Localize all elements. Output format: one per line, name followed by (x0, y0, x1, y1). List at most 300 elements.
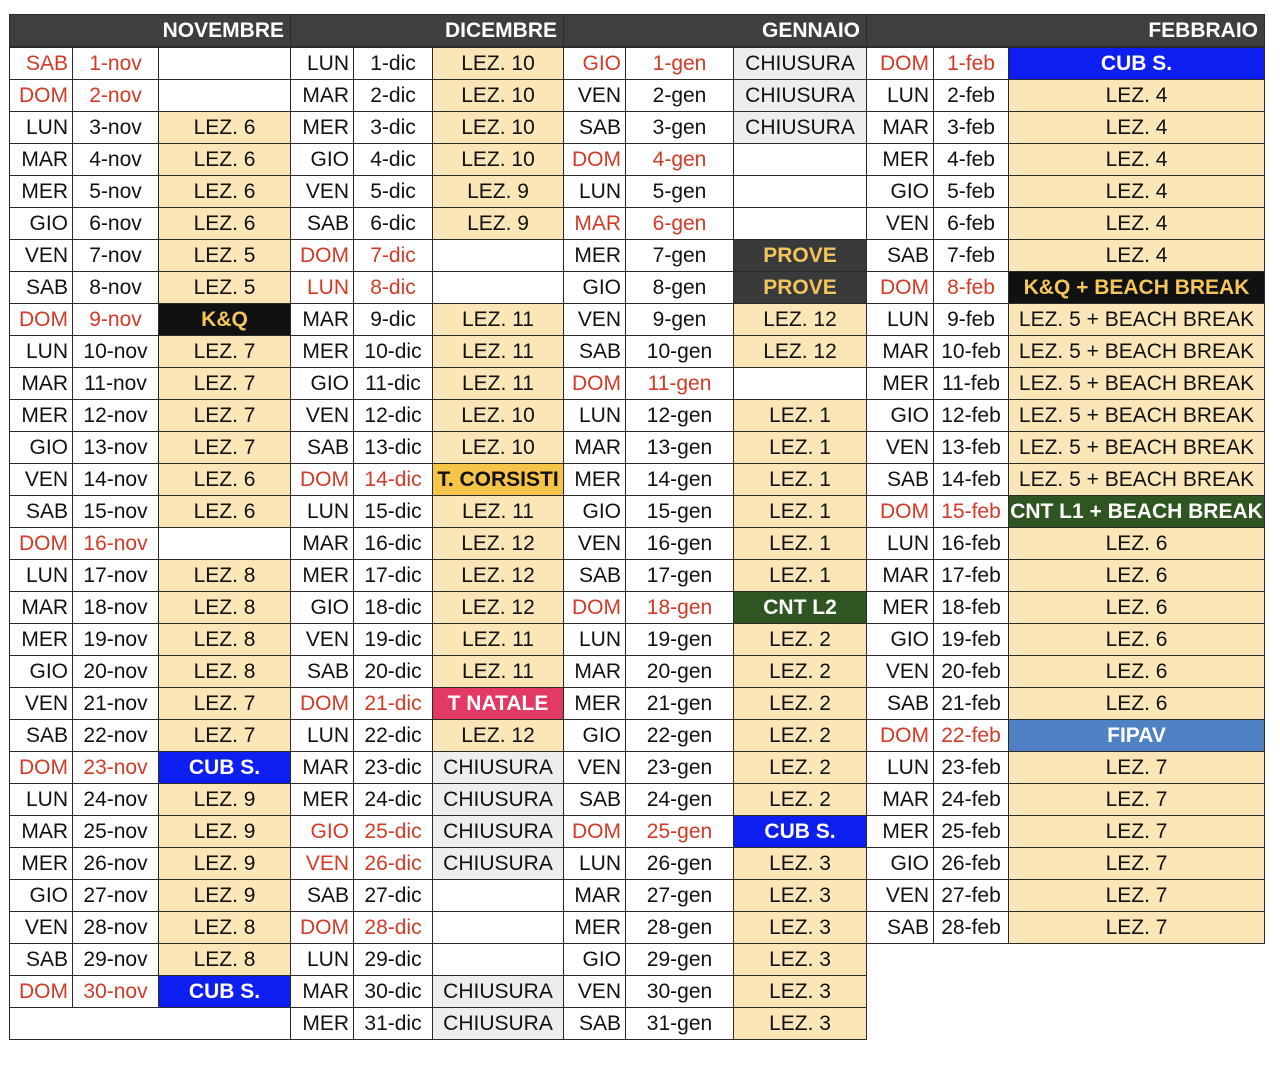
weekday-cell: DOM (867, 47, 934, 80)
weekday-cell: DOM (10, 80, 73, 112)
event-cell: LEZ. 2 (734, 656, 867, 688)
date-cell: 21-nov (73, 688, 159, 720)
event-cell: LEZ. 7 (159, 688, 291, 720)
date-cell: 14-nov (73, 464, 159, 496)
weekday-cell: GIO (564, 47, 626, 80)
event-cell: CHIUSURA (734, 47, 867, 80)
event-cell (433, 880, 564, 912)
weekday-cell: LUN (10, 112, 73, 144)
event-cell: LEZ. 6 (159, 144, 291, 176)
weekday-cell: VEN (564, 304, 626, 336)
date-cell: 27-nov (73, 880, 159, 912)
event-cell: LEZ. 1 (734, 432, 867, 464)
weekday-cell: LUN (291, 47, 354, 80)
date-cell: 23-feb (934, 752, 1009, 784)
event-cell: LEZ. 7 (1009, 880, 1265, 912)
event-cell: LEZ. 10 (433, 144, 564, 176)
event-cell: LEZ. 7 (159, 368, 291, 400)
weekday-cell: VEN (867, 656, 934, 688)
table-row (10, 784, 1265, 816)
event-cell: PROVE (734, 272, 867, 304)
event-cell: LEZ. 1 (734, 400, 867, 432)
weekday-cell: SAB (291, 656, 354, 688)
date-cell: 7-dic (354, 240, 433, 272)
weekday-cell: SAB (10, 944, 73, 976)
date-cell: 2-gen (626, 80, 734, 112)
table-row (10, 656, 1265, 688)
date-cell: 17-nov (73, 560, 159, 592)
event-cell: LEZ. 1 (734, 528, 867, 560)
date-cell: 13-nov (73, 432, 159, 464)
event-cell: LEZ. 2 (734, 720, 867, 752)
date-cell: 25-dic (354, 816, 433, 848)
weekday-cell: DOM (10, 304, 73, 336)
date-cell: 30-gen (626, 976, 734, 1008)
event-cell: CHIUSURA (433, 752, 564, 784)
table-row (10, 80, 1265, 112)
calendar-body (10, 47, 1265, 1040)
weekday-cell: VEN (291, 624, 354, 656)
weekday-cell: MER (564, 688, 626, 720)
weekday-cell: MAR (10, 368, 73, 400)
weekday-cell: GIO (564, 272, 626, 304)
weekday-cell: LUN (867, 80, 934, 112)
weekday-cell: MAR (291, 80, 354, 112)
weekday-cell: SAB (867, 464, 934, 496)
event-cell: LEZ. 12 (433, 528, 564, 560)
table-row (10, 528, 1265, 560)
event-cell: CNT L2 (734, 592, 867, 624)
event-cell: LEZ. 10 (433, 112, 564, 144)
date-cell: 1-gen (626, 47, 734, 80)
weekday-cell: MAR (867, 112, 934, 144)
date-cell: 1-nov (73, 47, 159, 80)
date-cell: 5-gen (626, 176, 734, 208)
weekday-cell: MER (291, 336, 354, 368)
event-cell: LEZ. 2 (734, 784, 867, 816)
event-cell: LEZ. 10 (433, 400, 564, 432)
date-cell: 9-feb (934, 304, 1009, 336)
event-cell: LEZ. 6 (1009, 528, 1265, 560)
event-cell (734, 144, 867, 176)
weekday-cell: GIO (867, 624, 934, 656)
weekday-cell: SAB (10, 720, 73, 752)
date-cell: 4-dic (354, 144, 433, 176)
weekday-cell: GIO (10, 880, 73, 912)
weekday-cell: MER (10, 848, 73, 880)
date-cell: 16-dic (354, 528, 433, 560)
event-cell: LEZ. 8 (159, 624, 291, 656)
date-cell: 29-nov (73, 944, 159, 976)
date-cell: 23-dic (354, 752, 433, 784)
event-cell: LEZ. 6 (1009, 688, 1265, 720)
weekday-cell: VEN (10, 912, 73, 944)
month-header-gennaio: GENNAIO (564, 15, 867, 48)
event-cell: LEZ. 6 (159, 464, 291, 496)
event-cell: LEZ. 3 (734, 1008, 867, 1040)
event-cell: LEZ. 6 (1009, 656, 1265, 688)
event-cell: LEZ. 2 (734, 752, 867, 784)
weekday-cell: MER (10, 176, 73, 208)
date-cell: 3-nov (73, 112, 159, 144)
event-cell: LEZ. 4 (1009, 176, 1265, 208)
weekday-cell: MAR (867, 336, 934, 368)
table-row (10, 848, 1265, 880)
weekday-cell: MAR (10, 816, 73, 848)
event-cell: LEZ. 10 (433, 432, 564, 464)
table-row (10, 496, 1265, 528)
weekday-cell: GIO (291, 592, 354, 624)
event-cell: LEZ. 3 (734, 976, 867, 1008)
event-cell: LEZ. 2 (734, 688, 867, 720)
weekday-cell: GIO (867, 848, 934, 880)
event-cell: LEZ. 12 (433, 592, 564, 624)
weekday-cell: SAB (10, 272, 73, 304)
date-cell: 23-gen (626, 752, 734, 784)
weekday-cell: LUN (867, 304, 934, 336)
weekday-cell: DOM (564, 816, 626, 848)
weekday-cell: SAB (10, 496, 73, 528)
event-cell: LEZ. 5 + BEACH BREAK (1009, 464, 1265, 496)
date-cell: 10-gen (626, 336, 734, 368)
event-cell: CHIUSURA (433, 976, 564, 1008)
empty-cell-novembre (10, 1008, 291, 1040)
event-cell (159, 80, 291, 112)
event-cell: LEZ. 9 (159, 848, 291, 880)
weekday-cell: VEN (291, 848, 354, 880)
event-cell: LEZ. 7 (159, 400, 291, 432)
weekday-cell: MER (291, 1008, 354, 1040)
date-cell: 26-feb (934, 848, 1009, 880)
event-cell: LEZ. 9 (433, 176, 564, 208)
event-cell: LEZ. 6 (159, 176, 291, 208)
table-row (10, 368, 1265, 400)
table-row (10, 720, 1265, 752)
date-cell: 5-nov (73, 176, 159, 208)
weekday-cell: MAR (867, 560, 934, 592)
date-cell: 9-gen (626, 304, 734, 336)
weekday-cell: GIO (291, 144, 354, 176)
weekday-cell: MER (291, 112, 354, 144)
weekday-cell: MAR (291, 528, 354, 560)
weekday-cell: LUN (10, 336, 73, 368)
weekday-cell: DOM (564, 144, 626, 176)
event-cell: PROVE (734, 240, 867, 272)
table-row (10, 688, 1265, 720)
event-cell: LEZ. 5 + BEACH BREAK (1009, 432, 1265, 464)
weekday-cell: DOM (291, 240, 354, 272)
weekday-cell: MER (867, 144, 934, 176)
event-cell: K&Q + BEACH BREAK (1009, 272, 1265, 304)
event-cell: LEZ. 6 (1009, 560, 1265, 592)
event-cell: LEZ. 7 (1009, 784, 1265, 816)
date-cell: 3-gen (626, 112, 734, 144)
date-cell: 6-dic (354, 208, 433, 240)
date-cell: 8-feb (934, 272, 1009, 304)
event-cell: LEZ. 12 (734, 336, 867, 368)
event-cell: LEZ. 9 (159, 784, 291, 816)
event-cell: CUB S. (159, 976, 291, 1008)
table-row (10, 144, 1265, 176)
weekday-cell: MER (291, 560, 354, 592)
event-cell: LEZ. 3 (734, 912, 867, 944)
weekday-cell: DOM (564, 368, 626, 400)
weekday-cell: GIO (867, 176, 934, 208)
date-cell: 18-dic (354, 592, 433, 624)
event-cell: LEZ. 10 (433, 80, 564, 112)
event-cell: LEZ. 9 (159, 880, 291, 912)
event-cell: LEZ. 5 + BEACH BREAK (1009, 400, 1265, 432)
event-cell: LEZ. 7 (1009, 816, 1265, 848)
date-cell: 27-dic (354, 880, 433, 912)
weekday-cell: VEN (564, 752, 626, 784)
event-cell (433, 272, 564, 304)
table-row (10, 112, 1265, 144)
date-cell: 5-feb (934, 176, 1009, 208)
weekday-cell: SAB (564, 1008, 626, 1040)
event-cell (734, 368, 867, 400)
weekday-cell: VEN (564, 80, 626, 112)
event-cell: LEZ. 7 (159, 336, 291, 368)
event-cell: LEZ. 1 (734, 464, 867, 496)
weekday-cell: GIO (564, 944, 626, 976)
date-cell: 22-gen (626, 720, 734, 752)
weekday-cell: SAB (291, 880, 354, 912)
date-cell: 6-nov (73, 208, 159, 240)
weekday-cell: MAR (291, 304, 354, 336)
date-cell: 15-nov (73, 496, 159, 528)
date-cell: 29-gen (626, 944, 734, 976)
date-cell: 24-nov (73, 784, 159, 816)
date-cell: 8-nov (73, 272, 159, 304)
event-cell: T NATALE (433, 688, 564, 720)
empty-cell-febbraio (867, 944, 1265, 1040)
date-cell: 16-nov (73, 528, 159, 560)
weekday-cell: GIO (291, 816, 354, 848)
event-cell: LEZ. 9 (159, 816, 291, 848)
weekday-cell: DOM (10, 752, 73, 784)
table-row (10, 432, 1265, 464)
event-cell: CHIUSURA (433, 848, 564, 880)
table-row (10, 272, 1265, 304)
event-cell: LEZ. 5 + BEACH BREAK (1009, 368, 1265, 400)
weekday-cell: VEN (867, 432, 934, 464)
weekday-cell: SAB (564, 112, 626, 144)
event-cell: LEZ. 5 + BEACH BREAK (1009, 304, 1265, 336)
weekday-cell: MAR (564, 656, 626, 688)
event-cell: LEZ. 9 (433, 208, 564, 240)
weekday-cell: VEN (10, 464, 73, 496)
weekday-cell: SAB (291, 432, 354, 464)
weekday-cell: MER (291, 784, 354, 816)
date-cell: 8-gen (626, 272, 734, 304)
date-cell: 13-dic (354, 432, 433, 464)
table-row (10, 624, 1265, 656)
date-cell: 28-feb (934, 912, 1009, 944)
table-row (10, 208, 1265, 240)
weekday-cell: SAB (867, 688, 934, 720)
weekday-cell: LUN (291, 272, 354, 304)
date-cell: 26-nov (73, 848, 159, 880)
date-cell: 10-nov (73, 336, 159, 368)
date-cell: 3-feb (934, 112, 1009, 144)
date-cell: 17-gen (626, 560, 734, 592)
weekday-cell: VEN (10, 240, 73, 272)
event-cell: LEZ. 6 (159, 496, 291, 528)
event-cell: LEZ. 6 (159, 208, 291, 240)
weekday-cell: GIO (10, 432, 73, 464)
calendar-table (9, 14, 1265, 1040)
weekday-cell: VEN (867, 208, 934, 240)
weekday-cell: LUN (291, 496, 354, 528)
date-cell: 11-gen (626, 368, 734, 400)
event-cell (433, 944, 564, 976)
weekday-cell: MAR (867, 784, 934, 816)
date-cell: 24-dic (354, 784, 433, 816)
weekday-cell: GIO (564, 720, 626, 752)
date-cell: 20-feb (934, 656, 1009, 688)
date-cell: 24-gen (626, 784, 734, 816)
weekday-cell: MER (867, 592, 934, 624)
event-cell: LEZ. 8 (159, 560, 291, 592)
table-row (10, 880, 1265, 912)
weekday-cell: SAB (10, 47, 73, 80)
event-cell: LEZ. 4 (1009, 80, 1265, 112)
date-cell: 6-feb (934, 208, 1009, 240)
date-cell: 17-dic (354, 560, 433, 592)
weekday-cell: GIO (564, 496, 626, 528)
weekday-cell: SAB (867, 240, 934, 272)
event-cell: LEZ. 3 (734, 944, 867, 976)
event-cell (734, 176, 867, 208)
date-cell: 4-nov (73, 144, 159, 176)
event-cell: LEZ. 6 (1009, 592, 1265, 624)
event-cell: LEZ. 7 (1009, 752, 1265, 784)
event-cell: LEZ. 4 (1009, 112, 1265, 144)
event-cell: LEZ. 8 (159, 912, 291, 944)
table-row (10, 47, 1265, 80)
date-cell: 8-dic (354, 272, 433, 304)
weekday-cell: MAR (564, 432, 626, 464)
event-cell: CHIUSURA (734, 112, 867, 144)
table-row (10, 176, 1265, 208)
event-cell: LEZ. 2 (734, 624, 867, 656)
date-cell: 22-nov (73, 720, 159, 752)
event-cell: T. CORSISTI (433, 464, 564, 496)
event-cell: LEZ. 11 (433, 496, 564, 528)
date-cell: 7-feb (934, 240, 1009, 272)
month-header-novembre: NOVEMBRE (10, 15, 291, 48)
event-cell: LEZ. 12 (433, 720, 564, 752)
weekday-cell: GIO (867, 400, 934, 432)
weekday-cell: MER (564, 240, 626, 272)
event-cell: LEZ. 5 (159, 240, 291, 272)
weekday-cell: LUN (867, 528, 934, 560)
weekday-cell: GIO (10, 208, 73, 240)
event-cell: LEZ. 5 + BEACH BREAK (1009, 336, 1265, 368)
event-cell: CUB S. (734, 816, 867, 848)
date-cell: 10-feb (934, 336, 1009, 368)
date-cell: 27-gen (626, 880, 734, 912)
date-cell: 10-dic (354, 336, 433, 368)
month-header-febbraio: FEBBRAIO (867, 15, 1265, 48)
event-cell: LEZ. 7 (159, 432, 291, 464)
event-cell: FIPAV (1009, 720, 1265, 752)
event-cell: LEZ. 7 (1009, 912, 1265, 944)
date-cell: 21-feb (934, 688, 1009, 720)
event-cell: LEZ. 10 (433, 47, 564, 80)
weekday-cell: MAR (291, 976, 354, 1008)
weekday-cell: LUN (564, 624, 626, 656)
date-cell: 14-feb (934, 464, 1009, 496)
event-cell: CUB S. (159, 752, 291, 784)
date-cell: 6-gen (626, 208, 734, 240)
date-cell: 19-gen (626, 624, 734, 656)
weekday-cell: MAR (564, 880, 626, 912)
weekday-cell: DOM (10, 976, 73, 1008)
date-cell: 23-nov (73, 752, 159, 784)
date-cell: 25-feb (934, 816, 1009, 848)
weekday-cell: DOM (867, 496, 934, 528)
table-row (10, 464, 1265, 496)
date-cell: 18-nov (73, 592, 159, 624)
month-header-row (10, 15, 1265, 48)
table-row (10, 560, 1265, 592)
date-cell: 13-feb (934, 432, 1009, 464)
weekday-cell: MER (867, 368, 934, 400)
table-row (10, 752, 1265, 784)
weekday-cell: VEN (291, 400, 354, 432)
weekday-cell: MAR (10, 592, 73, 624)
weekday-cell: DOM (564, 592, 626, 624)
event-cell: LEZ. 4 (1009, 240, 1265, 272)
date-cell: 28-dic (354, 912, 433, 944)
date-cell: 12-feb (934, 400, 1009, 432)
date-cell: 26-dic (354, 848, 433, 880)
date-cell: 19-feb (934, 624, 1009, 656)
date-cell: 7-gen (626, 240, 734, 272)
date-cell: 28-gen (626, 912, 734, 944)
date-cell: 24-feb (934, 784, 1009, 816)
table-row (10, 240, 1265, 272)
table-row (10, 304, 1265, 336)
weekday-cell: MER (10, 624, 73, 656)
weekday-cell: SAB (564, 560, 626, 592)
weekday-cell: MAR (291, 752, 354, 784)
event-cell: LEZ. 7 (1009, 848, 1265, 880)
date-cell: 3-dic (354, 112, 433, 144)
date-cell: 11-feb (934, 368, 1009, 400)
date-cell: 9-dic (354, 304, 433, 336)
event-cell (159, 528, 291, 560)
table-row (10, 336, 1265, 368)
event-cell (433, 912, 564, 944)
weekday-cell: LUN (564, 400, 626, 432)
date-cell: 22-dic (354, 720, 433, 752)
weekday-cell: LUN (564, 848, 626, 880)
weekday-cell: LUN (291, 944, 354, 976)
weekday-cell: VEN (564, 528, 626, 560)
table-row (10, 944, 1265, 976)
date-cell: 22-feb (934, 720, 1009, 752)
event-cell: CHIUSURA (433, 1008, 564, 1040)
event-cell: LEZ. 1 (734, 560, 867, 592)
weekday-cell: DOM (291, 464, 354, 496)
event-cell (159, 47, 291, 80)
date-cell: 15-dic (354, 496, 433, 528)
date-cell: 17-feb (934, 560, 1009, 592)
event-cell: K&Q (159, 304, 291, 336)
